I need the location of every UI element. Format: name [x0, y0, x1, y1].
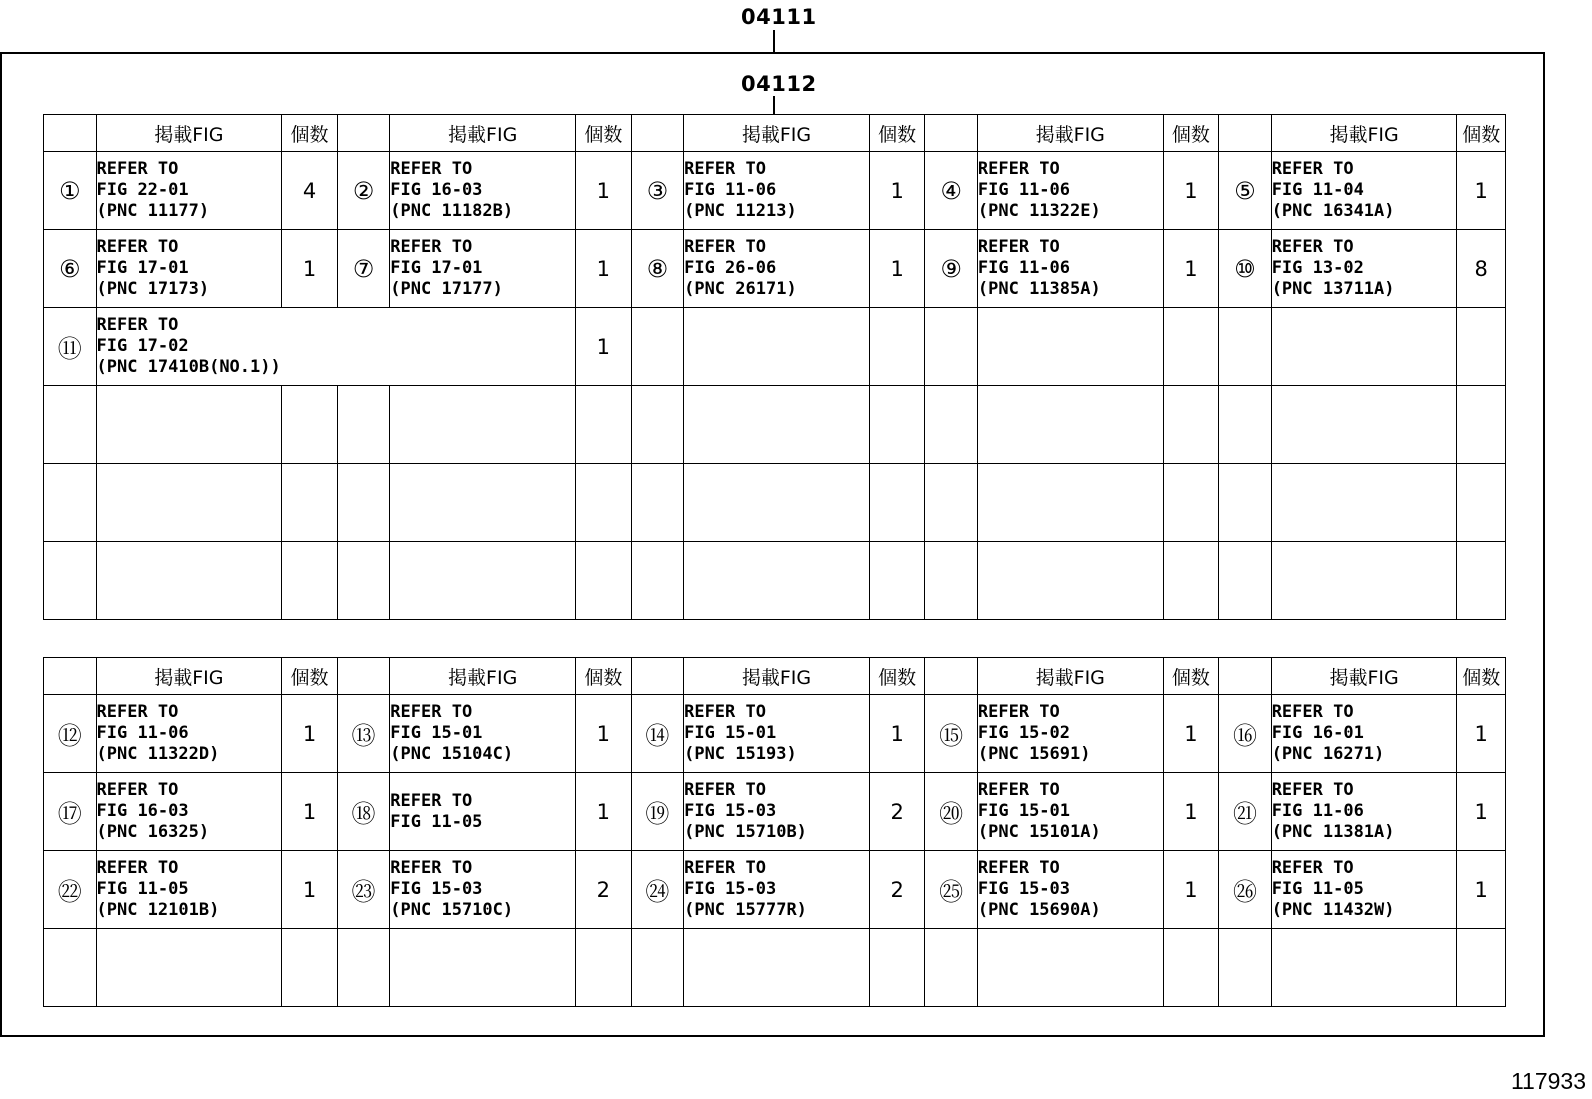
empty-cell: [44, 386, 97, 464]
figure-reference-line: FIG 15-02: [977, 723, 1071, 743]
header-fig: 掲載FIG: [96, 115, 282, 152]
figure-reference-line: (PNC 15101A): [977, 822, 1101, 842]
quantity: 1: [1457, 851, 1506, 929]
item-number: ⑧: [631, 230, 684, 308]
figure-reference: [977, 773, 1163, 851]
inner-leader-line: [773, 96, 775, 114]
figure-reference-line: (PNC 15777R): [684, 900, 807, 920]
figure-reference-line: FIG 16-01: [1271, 723, 1364, 743]
figure-reference-line: REFER TO: [977, 858, 1060, 878]
empty-cell: [282, 929, 338, 1007]
item-number: ㉕: [925, 851, 978, 929]
header-blank: [1219, 658, 1272, 695]
header-blank: [44, 658, 97, 695]
quantity: 1: [1457, 695, 1506, 773]
table-row: [44, 230, 1506, 308]
header-fig: 掲載FIG: [1271, 115, 1457, 152]
empty-cell: [925, 308, 978, 386]
figure-reference-line: (PNC 16341A): [1271, 201, 1395, 221]
empty-cell: [337, 929, 390, 1007]
figure-reference-line: FIG 15-03: [684, 801, 777, 821]
header-qty: 個数: [869, 115, 925, 152]
figure-reference-line: (PNC 16271): [1271, 744, 1385, 764]
figure-reference-line: (PNC 15710C): [390, 900, 514, 920]
figure-reference: [1271, 152, 1457, 230]
empty-cell: [96, 542, 282, 620]
table-row: [44, 308, 1506, 386]
header-qty: 個数: [576, 658, 632, 695]
empty-cell: [684, 542, 870, 620]
figure-reference: [1271, 230, 1457, 308]
quantity: 1: [576, 308, 632, 386]
figure-reference-line: REFER TO: [390, 159, 473, 179]
figure-reference-line: REFER TO: [390, 702, 473, 722]
figure-reference-line: FIG 11-06: [977, 180, 1071, 200]
empty-cell: [925, 542, 978, 620]
figure-reference: [96, 695, 282, 773]
figure-reference: [96, 308, 576, 386]
empty-cell: [977, 386, 1163, 464]
figure-reference-line: (PNC 11177): [96, 201, 210, 221]
empty-cell: [1219, 929, 1272, 1007]
empty-cell: [925, 929, 978, 1007]
figure-reference-line: FIG 11-05: [1271, 879, 1364, 899]
empty-cell: [390, 929, 576, 1007]
figure-reference-line: FIG 11-06: [96, 723, 189, 743]
figure-reference-line: FIG 15-01: [390, 723, 483, 743]
item-number: ⑮: [925, 695, 978, 773]
quantity: 1: [1163, 230, 1219, 308]
figure-reference: [684, 695, 870, 773]
outer-leader-line: [773, 30, 775, 52]
item-number: ⑱: [337, 773, 390, 851]
header-qty: 個数: [869, 658, 925, 695]
figure-reference-line: FIG 15-03: [684, 879, 777, 899]
header-qty: 個数: [282, 115, 338, 152]
figure-reference: [390, 851, 576, 929]
table-row: [44, 851, 1506, 929]
quantity: 4: [282, 152, 338, 230]
figure-reference: [96, 851, 282, 929]
empty-cell: [1457, 464, 1506, 542]
item-number: ㉓: [337, 851, 390, 929]
header-row: [44, 658, 1506, 695]
figure-reference: [390, 152, 576, 230]
figure-reference-line: REFER TO: [96, 858, 179, 878]
empty-cell: [1163, 386, 1219, 464]
figure-reference-line: REFER TO: [684, 702, 766, 722]
figure-reference: [684, 152, 870, 230]
empty-cell: [977, 542, 1163, 620]
figure-reference-line: REFER TO: [96, 237, 179, 257]
header-qty: 個数: [1163, 658, 1219, 695]
figure-reference-line: (PNC 17177): [390, 279, 503, 299]
figure-reference-line: REFER TO: [1271, 702, 1354, 722]
empty-cell: [337, 464, 390, 542]
figure-reference: [1271, 695, 1457, 773]
figure-reference-line: REFER TO: [1271, 858, 1354, 878]
item-number: ⑥: [44, 230, 97, 308]
figure-reference-line: (PNC 15193): [684, 744, 797, 764]
figure-reference: [977, 851, 1163, 929]
quantity: 1: [576, 695, 632, 773]
header-blank: [925, 115, 978, 152]
figure-reference: [1271, 773, 1457, 851]
figure-reference-line: REFER TO: [96, 702, 179, 722]
figure-reference-line: (PNC 11213): [684, 201, 797, 221]
parts-table-upper: [43, 114, 1506, 620]
figure-reference-line: REFER TO: [977, 237, 1060, 257]
figure-reference-line: (PNC 11322E): [977, 201, 1101, 221]
empty-cell: [684, 386, 870, 464]
figure-reference-line: FIG 16-03: [390, 180, 483, 200]
quantity: 1: [1163, 773, 1219, 851]
header-fig: 掲載FIG: [1271, 658, 1457, 695]
figure-reference: [390, 230, 576, 308]
empty-cell: [390, 542, 576, 620]
figure-reference-line: FIG 11-04: [1271, 180, 1364, 200]
figure-reference: [684, 230, 870, 308]
figure-reference-line: FIG 11-06: [977, 258, 1071, 278]
empty-cell: [869, 464, 925, 542]
figure-reference: [390, 773, 576, 851]
empty-cell: [1219, 464, 1272, 542]
figure-reference-line: REFER TO: [96, 315, 179, 335]
figure-reference-line: (PNC 17173): [96, 279, 210, 299]
empty-cell: [390, 386, 576, 464]
figure-reference-line: FIG 11-06: [684, 180, 777, 200]
figure-reference-line: (PNC 15691): [977, 744, 1091, 764]
empty-cell: [1457, 386, 1506, 464]
empty-cell: [576, 464, 632, 542]
header-fig: 掲載FIG: [390, 115, 576, 152]
empty-cell: [1457, 929, 1506, 1007]
item-number: ㉒: [44, 851, 97, 929]
figure-reference-line: (PNC 12101B): [96, 900, 220, 920]
empty-cell: [869, 929, 925, 1007]
header-blank: [337, 658, 390, 695]
quantity: 1: [1163, 152, 1219, 230]
item-number: ⑨: [925, 230, 978, 308]
figure-reference-line: (PNC 11381A): [1271, 822, 1395, 842]
item-number: ⑤: [1219, 152, 1272, 230]
table-row: [44, 695, 1506, 773]
figure-reference-line: REFER TO: [977, 159, 1060, 179]
quantity: 2: [576, 851, 632, 929]
figure-reference-line: (PNC 13711A): [1271, 279, 1395, 299]
header-fig: 掲載FIG: [977, 658, 1163, 695]
empty-cell: [684, 308, 870, 386]
empty-cell: [1271, 929, 1457, 1007]
quantity: 8: [1457, 230, 1506, 308]
outer-part-number: 04111: [741, 5, 817, 29]
item-number: ㉖: [1219, 851, 1272, 929]
header-blank: [631, 115, 684, 152]
figure-reference: [390, 695, 576, 773]
figure-reference-line: REFER TO: [1271, 159, 1354, 179]
table-row-empty: [44, 929, 1506, 1007]
empty-cell: [869, 542, 925, 620]
figure-reference-line: (PNC 11385A): [977, 279, 1101, 299]
empty-cell: [44, 929, 97, 1007]
empty-cell: [96, 386, 282, 464]
figure-reference-line: (PNC 15690A): [977, 900, 1101, 920]
header-fig: 掲載FIG: [977, 115, 1163, 152]
figure-reference: [96, 152, 282, 230]
quantity: 1: [1457, 773, 1506, 851]
empty-cell: [390, 464, 576, 542]
header-fig: 掲載FIG: [390, 658, 576, 695]
figure-reference-line: REFER TO: [96, 159, 179, 179]
figure-reference: [96, 773, 282, 851]
empty-cell: [282, 386, 338, 464]
figure-reference-line: REFER TO: [96, 780, 179, 800]
item-number: ㉔: [631, 851, 684, 929]
empty-cell: [44, 542, 97, 620]
empty-cell: [1457, 542, 1506, 620]
figure-reference-line: FIG 17-01: [96, 258, 189, 278]
item-number: ①: [44, 152, 97, 230]
quantity: 1: [576, 230, 632, 308]
figure-reference-line: FIG 15-01: [684, 723, 777, 743]
figure-reference-line: FIG 15-03: [977, 879, 1071, 899]
figure-reference: [96, 230, 282, 308]
figure-reference: [1271, 851, 1457, 929]
figure-reference-line: FIG 11-05: [390, 811, 483, 832]
figure-reference-line: REFER TO: [684, 858, 766, 878]
figure-reference-line: REFER TO: [390, 237, 473, 257]
header-qty: 個数: [282, 658, 338, 695]
quantity: 2: [869, 851, 925, 929]
figure-reference-line: (PNC 17410B(NO.1)): [96, 357, 281, 377]
quantity: 1: [869, 695, 925, 773]
header-blank: [925, 658, 978, 695]
empty-cell: [631, 386, 684, 464]
empty-cell: [631, 929, 684, 1007]
empty-cell: [977, 308, 1163, 386]
figure-reference: [684, 851, 870, 929]
quantity: 1: [1163, 695, 1219, 773]
header-qty: 個数: [576, 115, 632, 152]
header-blank: [631, 658, 684, 695]
item-number: ④: [925, 152, 978, 230]
item-number: ⑲: [631, 773, 684, 851]
header-qty: 個数: [1163, 115, 1219, 152]
header-qty: 個数: [1457, 658, 1506, 695]
empty-cell: [1219, 308, 1272, 386]
item-number: ⑫: [44, 695, 97, 773]
header-blank: [1219, 115, 1272, 152]
item-number: ⑦: [337, 230, 390, 308]
header-fig: 掲載FIG: [96, 658, 282, 695]
header-qty: 個数: [1457, 115, 1506, 152]
item-number: ⑬: [337, 695, 390, 773]
empty-cell: [684, 464, 870, 542]
figure-reference-line: FIG 11-05: [96, 879, 189, 899]
figure-reference-line: REFER TO: [684, 780, 766, 800]
parts-table-lower: [43, 657, 1506, 1007]
illustration-reference-number: 117933: [1510, 1068, 1586, 1094]
empty-cell: [576, 542, 632, 620]
figure-reference: [977, 230, 1163, 308]
empty-cell: [576, 386, 632, 464]
empty-cell: [631, 464, 684, 542]
empty-cell: [869, 308, 925, 386]
figure-reference-line: REFER TO: [390, 858, 473, 878]
figure-reference-line: REFER TO: [1271, 237, 1354, 257]
empty-cell: [684, 929, 870, 1007]
header-blank: [337, 115, 390, 152]
figure-reference-line: REFER TO: [684, 159, 766, 179]
empty-cell: [1219, 386, 1272, 464]
item-number: ②: [337, 152, 390, 230]
empty-cell: [1163, 464, 1219, 542]
item-number: ⑭: [631, 695, 684, 773]
empty-cell: [96, 464, 282, 542]
item-number: ⑳: [925, 773, 978, 851]
figure-reference-line: FIG 15-01: [977, 801, 1071, 821]
empty-cell: [631, 308, 684, 386]
figure-reference-line: (PNC 26171): [684, 279, 797, 299]
figure-reference-line: REFER TO: [390, 790, 473, 811]
quantity: 2: [869, 773, 925, 851]
quantity: 1: [282, 851, 338, 929]
figure-reference-line: (PNC 11182B): [390, 201, 514, 221]
figure-reference-line: FIG 26-06: [684, 258, 777, 278]
quantity: 1: [576, 152, 632, 230]
figure-reference-line: FIG 15-03: [390, 879, 483, 899]
item-number: ③: [631, 152, 684, 230]
empty-cell: [1163, 542, 1219, 620]
header-row: [44, 115, 1506, 152]
header-fig: 掲載FIG: [684, 658, 870, 695]
inner-part-number: 04112: [741, 72, 817, 96]
empty-cell: [282, 464, 338, 542]
empty-cell: [1457, 308, 1506, 386]
figure-reference-line: FIG 13-02: [1271, 258, 1364, 278]
empty-cell: [1271, 386, 1457, 464]
item-number: ⑪: [44, 308, 97, 386]
figure-reference-line: FIG 17-01: [390, 258, 483, 278]
empty-cell: [977, 464, 1163, 542]
table-row: [44, 773, 1506, 851]
item-number: ⑰: [44, 773, 97, 851]
table-row-empty: [44, 386, 1506, 464]
empty-cell: [337, 542, 390, 620]
quantity: 1: [1163, 851, 1219, 929]
quantity: 1: [282, 230, 338, 308]
figure-reference-line: (PNC 16325): [96, 822, 210, 842]
empty-cell: [631, 542, 684, 620]
empty-cell: [1271, 464, 1457, 542]
empty-cell: [925, 464, 978, 542]
figure-reference-line: REFER TO: [1271, 780, 1354, 800]
figure-reference: [977, 152, 1163, 230]
empty-cell: [925, 386, 978, 464]
empty-cell: [337, 386, 390, 464]
header-blank: [44, 115, 97, 152]
figure-reference: [684, 773, 870, 851]
figure-reference-line: (PNC 15104C): [390, 744, 514, 764]
figure-reference-line: (PNC 15710B): [684, 822, 807, 842]
figure-reference-line: FIG 11-06: [1271, 801, 1364, 821]
figure-reference-line: REFER TO: [977, 702, 1060, 722]
quantity: 1: [1457, 152, 1506, 230]
empty-cell: [576, 929, 632, 1007]
empty-cell: [44, 464, 97, 542]
item-number: ㉑: [1219, 773, 1272, 851]
empty-cell: [1219, 542, 1272, 620]
empty-cell: [977, 929, 1163, 1007]
figure-reference-line: REFER TO: [977, 780, 1060, 800]
table-row-empty: [44, 464, 1506, 542]
quantity: 1: [869, 230, 925, 308]
table-row: [44, 152, 1506, 230]
empty-cell: [1163, 929, 1219, 1007]
quantity: 1: [282, 695, 338, 773]
empty-cell: [282, 542, 338, 620]
figure-reference-line: (PNC 11322D): [96, 744, 220, 764]
figure-reference-line: REFER TO: [684, 237, 766, 257]
header-fig: 掲載FIG: [684, 115, 870, 152]
empty-cell: [869, 386, 925, 464]
figure-reference-line: (PNC 11432W): [1271, 900, 1395, 920]
empty-cell: [1163, 308, 1219, 386]
empty-cell: [1271, 542, 1457, 620]
table-row-empty: [44, 542, 1506, 620]
item-number: ⑩: [1219, 230, 1272, 308]
quantity: 1: [869, 152, 925, 230]
figure-reference-line: FIG 16-03: [96, 801, 189, 821]
empty-cell: [96, 929, 282, 1007]
quantity: 1: [576, 773, 632, 851]
quantity: 1: [282, 773, 338, 851]
item-number: ⑯: [1219, 695, 1272, 773]
figure-reference-line: FIG 22-01: [96, 180, 189, 200]
figure-reference: [977, 695, 1163, 773]
figure-reference-line: FIG 17-02: [96, 336, 189, 356]
empty-cell: [1271, 308, 1457, 386]
